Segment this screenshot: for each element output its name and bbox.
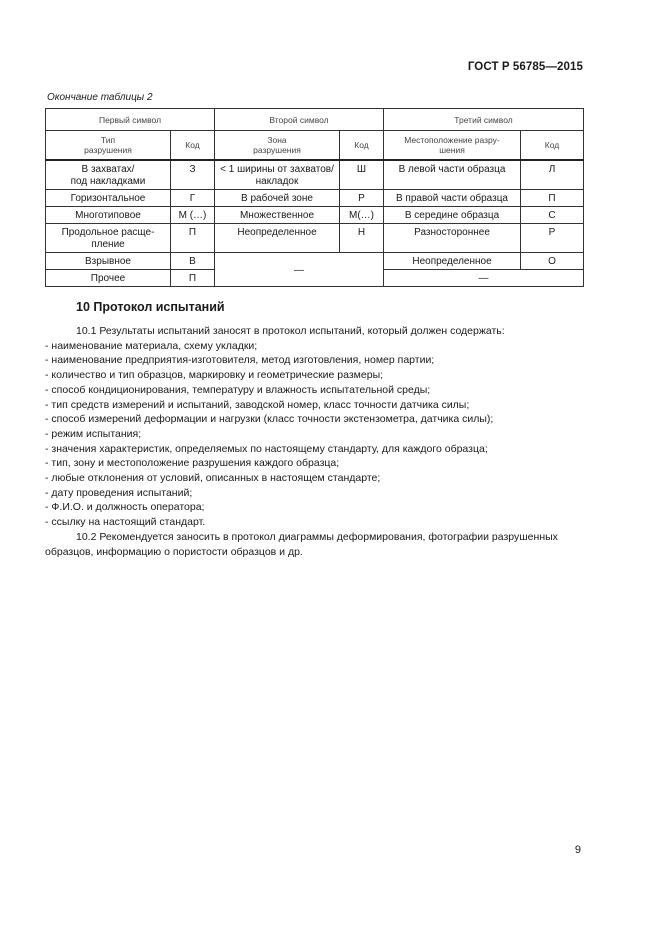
paragraph-intro: 10.1 Результаты испытаний заносят в протокол испытаний, который должен содержать: [76,325,505,337]
sub-header-code: Код [340,131,384,161]
table-cell: В правой части образца [384,190,521,207]
section-body [45,324,586,559]
page-number: 9 [574,844,581,856]
table-cell: Неопределенное [384,253,521,270]
table-cell: Неопределенное [215,224,340,253]
table-cell: О [521,253,584,270]
table-cell: В захватах/ под накладками [46,160,171,190]
table-cell: Р [340,190,384,207]
table-cell: З [171,160,215,190]
table-row [46,224,584,253]
table-sub-header-row [46,131,584,161]
document-id: ГОСТ Р 56785—2015 [467,61,583,73]
group-header-second: Второй символ [215,109,384,131]
table-cell-dash: — [215,253,384,287]
list-item: - наименование материала, схему укладки; [45,339,258,352]
table-cell: П [171,270,215,287]
list-item: - Ф.И.О. и должность оператора; [45,501,205,514]
list-item: - значения характеристик, определяемых по настоящему стандарту, для каждого образца; [45,442,488,455]
table-cell: Прочее [46,270,171,287]
table-cell: Взрывное [46,253,171,270]
sub-header-code: Код [171,131,215,161]
sub-header-failure-type: Тип разрушения [46,131,171,161]
list-item: - способ кондиционирования, температуру и влажность испытательной среды; [45,383,431,396]
table-row [46,160,584,190]
failure-code-table [45,108,584,287]
table-cell: В середине образца [384,207,521,224]
sub-header-failure-location: Местоположение разру- шения [384,131,521,161]
table-caption: Окончание таблицы 2 [47,92,153,103]
table-cell: С [521,207,584,224]
list-item: - способ измерений деформации и нагрузки (класс точности экстензометра, датчика силы); [45,413,494,426]
group-header-third: Третий символ [384,109,584,131]
list-item: - ссылку на настоящий стандарт. [45,516,206,529]
table-cell: М(…) [340,207,384,224]
table-cell: М (…) [171,207,215,224]
section-title: 10 Протокол испытаний [76,300,225,314]
table-cell: < 1 ширины от захватов/ накладок [215,160,340,190]
sub-header-failure-zone: Зона разрушения [215,131,340,161]
table-cell: В левой части образца [384,160,521,190]
table-row [46,190,584,207]
table-cell: Разностороннее [384,224,521,253]
table-cell: Л [521,160,584,190]
table-cell: Многотиповое [46,207,171,224]
list-item: - тип, зону и местоположение разрушения каждого образца; [45,457,340,470]
table-cell: Г [171,190,215,207]
table-group-header-row [46,109,584,131]
table-cell: Н [340,224,384,253]
sub-header-code: Код [521,131,584,161]
table-cell: В [171,253,215,270]
list-item: - наименование предприятия-изготовителя, метод изготовления, номер партии; [45,354,435,367]
list-item: - любые отклонения от условий, описанных в настоящем стандарте; [45,472,381,485]
list-item: - дату проведения испытаний; [45,486,193,499]
table-row [46,207,584,224]
table-row [46,253,584,270]
list-item: - тип средств измерений и испытаний, заводской номер, класс точности датчика силы; [45,398,470,411]
table-cell: Горизонтальное [46,190,171,207]
list-item: - режим испытания; [45,427,142,440]
table-cell-dash: — [384,270,584,287]
table-cell: П [171,224,215,253]
paragraph-recommendation: 10.2 Рекомендуется заносить в протокол диаграммы деформирования, фотографии разрушенных [76,530,558,543]
table-cell: Продольное расще- пление [46,224,171,253]
table-cell: П [521,190,584,207]
table-cell: Множественное [215,207,340,224]
list-item: - количество и тип образцов, маркировку и геометрические размеры; [45,369,384,382]
table-cell: Р [521,224,584,253]
table-cell: В рабочей зоне [215,190,340,207]
table-cell: Ш [340,160,384,190]
group-header-first: Первый символ [46,109,215,131]
paragraph-recommendation-cont: образцов, информацию о пористости образцов и др. [45,545,303,558]
